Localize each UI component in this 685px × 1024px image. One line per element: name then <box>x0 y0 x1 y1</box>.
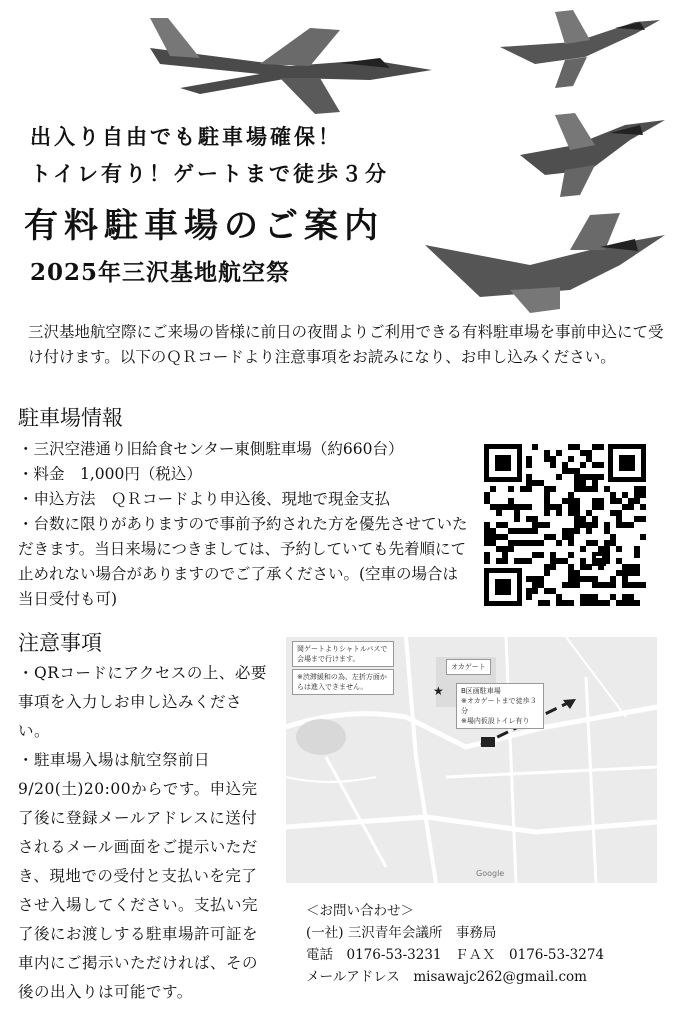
notes-heading: 注意事項 <box>18 631 102 655</box>
event-title: 2025年三沢基地航空祭 <box>30 259 291 286</box>
list-item: ・申込方法 ＱＲコードより申込後、現地で現金支払 <box>18 490 391 508</box>
intro-paragraph: 三沢基地航空際にご来場の皆様に前日の夜間よりご利用できる有料駐車場を事前申込にて受け付けます。以下のＱＲコードより注意事項をお読みになり、お申し込みください。 <box>28 323 664 366</box>
list-item: ・駐車場入場は航空祭前日9/20(土)20:00からです。申込完了後に登録メールアドレスに送付されるメール画面をご提示いただき、現地での受付と支払いを完了させ入場してください。支払い完了後にお渡しする駐車場許可証を車内にご掲示いただければ、その後の出入りは可能です。 <box>18 751 259 1001</box>
qr-code[interactable] <box>480 440 650 610</box>
parking-info-heading: 駐車場情報 <box>18 406 123 430</box>
svg-text:★: ★ <box>433 684 444 698</box>
google-logo: Google <box>476 869 505 878</box>
contact-info <box>306 900 666 988</box>
headline-parking: 出入り自由でも駐車場確保！ <box>30 124 342 149</box>
list-item: ・台数に限りがありますので事前予約された方を優先させていただきます。当日来場につきましては、予約していても先着順にて止めれない場合がありますのでご了承ください。(空車の場合は当日受付も可) <box>18 515 468 608</box>
page-title: 有料駐車場のご案内 <box>24 206 384 246</box>
list-item: ・三沢空港通り旧給食センター東側駐車場（約660台） <box>18 440 404 458</box>
list-item: ・QRコードにアクセスの上、必要事項を入力しお申し込みください。 <box>18 664 267 740</box>
fighter-jet-image <box>515 95 670 200</box>
contact-email: メールアドレス misawajc262@gmail.com <box>306 969 587 985</box>
fighter-jet-image <box>420 205 670 315</box>
map-shuttle-note: 岡ゲートよりシャトルバスで会場まで行けます。 <box>292 641 394 667</box>
fighter-jet-image <box>495 2 665 92</box>
map-gate-label: オカゲート <box>446 659 491 675</box>
contact-phone: 電話 0176-53-3231 ＦＡＸ 0176-53-3274 <box>306 947 605 963</box>
list-item: ・料金 1,000円（税込） <box>18 465 202 483</box>
qr-code-image <box>480 440 650 610</box>
headline-toilet: トイレ有り！ゲートまで徒歩３分 <box>30 161 389 186</box>
map-lot-title: B区画駐車場 <box>461 687 501 695</box>
map-lot-line: ※オカゲートまで徒歩３分 <box>461 697 537 715</box>
map-lot-box <box>456 683 544 729</box>
fighter-jet-image <box>140 8 440 118</box>
parking-map[interactable] <box>286 637 657 883</box>
parking-info-list <box>18 437 468 612</box>
map-traffic-note: ※渋滞緩和の為、左折方面からは進入できません。 <box>292 669 394 695</box>
contact-org: (一社) 三沢青年会議所 事務局 <box>306 925 497 941</box>
contact-heading: ＜お問い合わせ＞ <box>306 903 414 919</box>
map-lot-line: ※場内仮設トイレ有り <box>461 717 530 725</box>
notes-list <box>18 659 273 1007</box>
